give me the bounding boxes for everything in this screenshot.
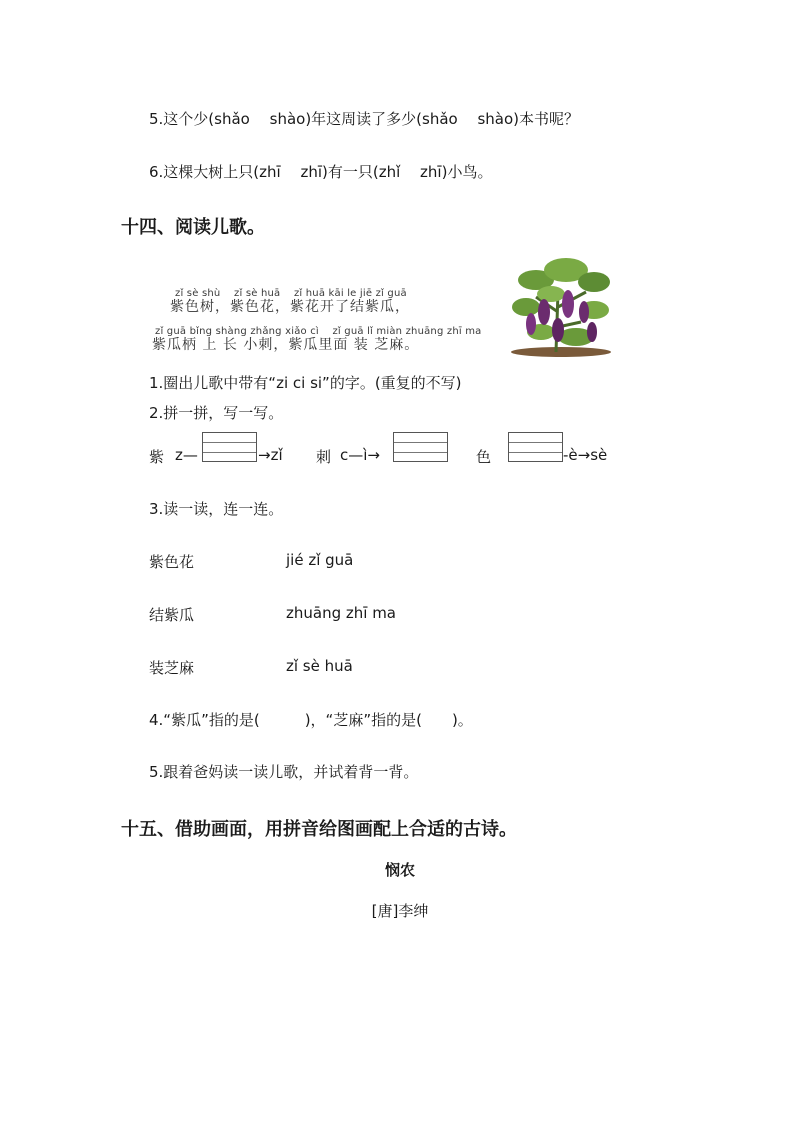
rhyme-line2-pinyin: zǐ guā bǐng shàng zhǎng xiǎo cì zǐ guā lǐ miàn zhuāng zhī ma <box>155 326 482 337</box>
rhyme-line1-text: 紫色树，紫色花，紫花开了结紫瓜， <box>170 299 410 315</box>
poem-title: 悯农 <box>384 861 415 879</box>
question-5: 5.这个少(shǎo shào)年这周读了多少(shǎo shào)本书呢？ <box>149 110 580 128</box>
match-left-1[interactable]: 紫色花 <box>149 553 195 571</box>
pinyin-writing-box-3[interactable] <box>508 432 563 462</box>
spell-item-1-prefix: z— <box>175 446 198 464</box>
match-left-2[interactable]: 结紫瓜 <box>149 606 195 624</box>
eggplant-illustration <box>506 252 612 358</box>
match-right-3[interactable]: zǐ sè huā <box>286 657 353 675</box>
pinyin-writing-box-1[interactable] <box>202 432 257 462</box>
question-2-title: 2.拼一拼，写一写。 <box>149 404 284 422</box>
match-right-1[interactable]: jié zǐ guā <box>286 551 354 569</box>
spell-item-3-char: 色 <box>476 448 492 466</box>
question-5-recite: 5.跟着爸妈读一读儿歌，并试着背一背。 <box>149 763 419 781</box>
section-14-title: 十四、阅读儿歌。 <box>121 217 265 238</box>
spell-item-2-prefix: c—ì→ <box>340 446 380 464</box>
pinyin-writing-box-2[interactable] <box>393 432 448 462</box>
question-3-title: 3.读一读，连一连。 <box>149 500 284 518</box>
spell-item-1-char: 紫 <box>149 448 165 466</box>
section-15-title: 十五、借助画面，用拼音给图画配上合适的古诗。 <box>121 819 517 840</box>
question-1: 1.圈出儿歌中带有“zi ci si”的字。(重复的不写) <box>149 374 462 392</box>
poem-author: [唐]李绅 <box>371 902 429 920</box>
question-6: 6.这棵大树上只(zhī zhī)有一只(zhǐ zhī)小鸟。 <box>149 163 493 181</box>
match-right-2[interactable]: zhuāng zhī ma <box>286 604 396 622</box>
rhyme-line1-pinyin: zǐ sè shù zǐ sè huā zǐ huā kāi le jiē zǐ guā <box>175 288 407 299</box>
rhyme-line2-text: 紫瓜柄 上 长 小刺，紫瓜里面 装 芝麻。 <box>152 337 420 353</box>
spell-item-2-char: 刺 <box>316 448 332 466</box>
question-4: 4.“紫瓜”指的是( )，“芝麻”指的是( )。 <box>149 711 473 729</box>
spell-item-1-suffix: →zǐ <box>258 446 283 464</box>
spell-item-3-suffix: -è→sè <box>563 446 608 464</box>
match-left-3[interactable]: 装芝麻 <box>149 659 195 677</box>
